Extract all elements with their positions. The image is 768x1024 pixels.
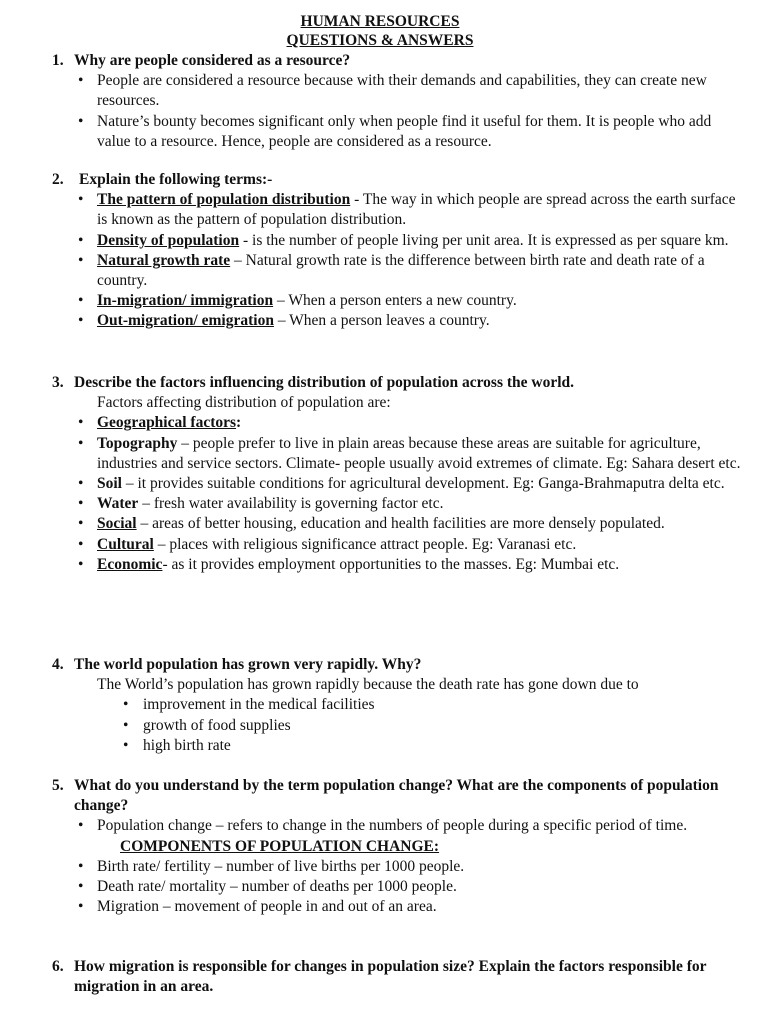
list-item: • Nature’s bounty becomes significant only when people find it useful for them. It is people who add value to a resource. Hence, people are considered as a resource. — [52, 112, 742, 152]
list-item: • Migration – movement of people in and out of an area. — [52, 897, 742, 917]
definition: – areas of better housing, education and health facilities are more densely populated. — [136, 515, 665, 533]
question-2 — [52, 170, 742, 332]
definition: – When a person leaves a country. — [273, 312, 490, 330]
question-text: The world population has grown very rapidly. Why? — [74, 656, 422, 673]
question-text: Why are people considered as a resource? — [74, 52, 351, 69]
term: Out-migration/ emigration — [97, 312, 274, 330]
answer-list — [52, 71, 742, 152]
list-item — [52, 190, 742, 230]
term: Economic — [97, 555, 163, 573]
list-item: • Death rate/ mortality – number of deaths per 1000 people. — [52, 877, 742, 897]
question-number: 1. — [52, 52, 64, 69]
term: Water — [97, 495, 139, 513]
question-text: Describe the factors influencing distribution of population across the world. — [74, 374, 575, 391]
list-item — [52, 535, 742, 555]
term: Density of population — [97, 231, 240, 249]
list-item — [52, 291, 742, 311]
list-item — [52, 514, 742, 534]
question-heading — [52, 655, 742, 675]
question-number: 4. — [52, 656, 64, 673]
question-heading — [52, 51, 742, 71]
answer-list — [52, 816, 742, 836]
definition: – When a person enters a new country. — [273, 292, 517, 310]
question-5 — [52, 776, 742, 917]
question-heading — [52, 957, 742, 997]
definition: – people prefer to live in plain areas because these areas are suitable for agriculture, industries and service sectors. Climate- people usually avoid extremes of climate. Eg: Sahara desert etc. — [97, 434, 741, 472]
terms-list — [52, 190, 742, 331]
definition: – it provides suitable conditions for agricultural development. Eg: Ganga-Brahmaputra delta etc. — [121, 475, 725, 493]
question-3 — [52, 373, 742, 575]
question-heading — [52, 776, 742, 816]
definition: - as it provides employment opportunities to the masses. Eg: Mumbai etc. — [162, 555, 620, 573]
term: Topography — [97, 434, 178, 452]
list-item — [52, 555, 742, 575]
term: Soil — [97, 475, 122, 493]
list-item — [52, 413, 742, 433]
question-heading — [52, 170, 742, 190]
list-item — [52, 311, 742, 331]
question-text: What do you understand by the term population change? What are the components of population change? — [74, 777, 719, 815]
factors-list — [52, 413, 742, 575]
document-subtitle: QUESTIONS & ANSWERS — [286, 32, 474, 49]
question-heading — [52, 373, 742, 393]
question-number: 2. — [52, 171, 64, 188]
list-item: • People are considered a resource because with their demands and capabilities, they can create new resources. — [52, 71, 742, 111]
components-list — [52, 857, 742, 918]
definition: - The way in which people are spread across the earth surface is known as the pattern of population distribution. — [97, 191, 736, 229]
title-block — [0, 12, 760, 50]
list-item: • high birth rate — [52, 736, 742, 756]
answer-intro: The World’s population has grown rapidly because the death rate has gone down due to — [97, 676, 639, 694]
definition: - is the number of people living per unit area. It is expressed as per square km. — [239, 231, 729, 249]
list-item — [52, 434, 742, 474]
list-item — [52, 231, 742, 251]
term: Cultural — [97, 535, 154, 553]
question-4 — [52, 655, 742, 756]
document-title: HUMAN RESOURCES — [300, 13, 460, 30]
term: In-migration/ immigration — [97, 292, 274, 310]
list-item: • Birth rate/ fertility – number of live births per 1000 people. — [52, 857, 742, 877]
list-item — [52, 251, 742, 291]
question-number: 3. — [52, 374, 64, 391]
question-text: How migration is responsible for changes in population size? Explain the factors responsible for migration in an area. — [74, 958, 707, 996]
colon: : — [236, 414, 242, 432]
question-6 — [52, 957, 742, 997]
list-item: • Population change – refers to change in the numbers of people during a specific period of time. — [52, 816, 742, 836]
term: The pattern of population distribution — [97, 191, 351, 209]
geo-heading: Geographical factors — [97, 414, 237, 432]
answer-intro: Factors affecting distribution of population are: — [97, 394, 391, 412]
question-text: Explain the following terms:- — [79, 171, 273, 188]
components-heading: COMPONENTS OF POPULATION CHANGE: — [120, 837, 440, 855]
question-number: 6. — [52, 958, 64, 975]
reasons-list — [52, 695, 742, 756]
list-item: • improvement in the medical facilities — [52, 695, 742, 715]
question-number: 5. — [52, 777, 64, 794]
question-1 — [52, 51, 742, 152]
term: Natural growth rate — [97, 251, 231, 269]
definition: – places with religious significance attract people. Eg: Varanasi etc. — [153, 535, 577, 553]
term: Social — [97, 515, 137, 533]
list-item: • growth of food supplies — [52, 716, 742, 736]
definition: – Natural growth rate is the difference between birth rate and death rate of a country. — [97, 251, 705, 290]
list-item — [52, 494, 742, 514]
list-item — [52, 474, 742, 494]
definition: – fresh water availability is governing factor etc. — [138, 495, 444, 513]
